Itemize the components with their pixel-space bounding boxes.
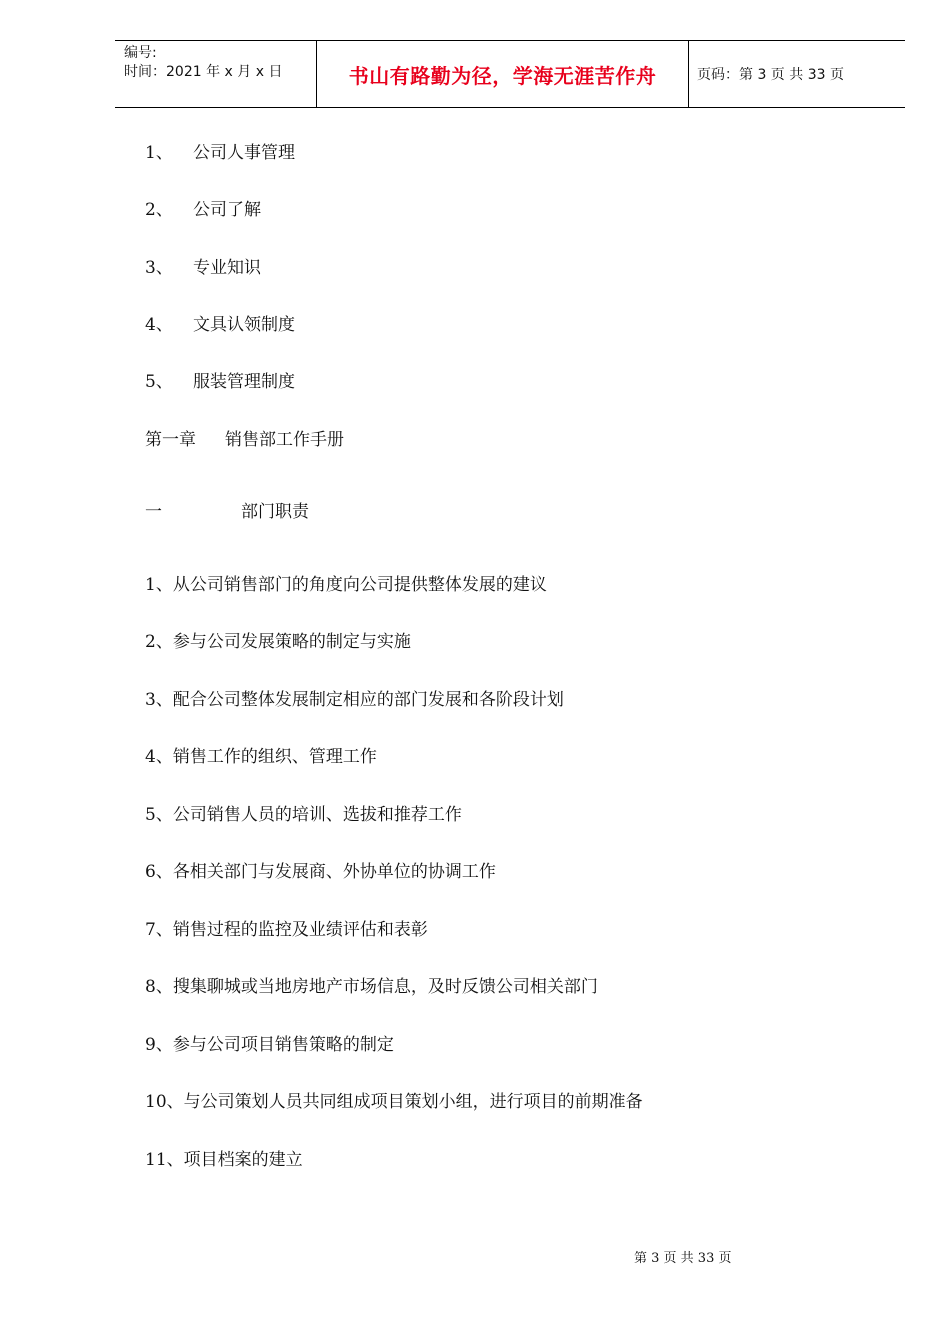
number-label: 编号: — [124, 45, 157, 61]
page-header — [115, 40, 905, 108]
toc-item: 2、 公司了解 — [145, 200, 261, 220]
duty-item: 5、公司销售人员的培训、选拔和推荐工作 — [145, 805, 462, 825]
duty-item: 6、各相关部门与发展商、外协单位的协调工作 — [145, 862, 496, 882]
duty-item: 1、从公司销售部门的角度向公司提供整体发展的建议 — [145, 575, 547, 595]
time-label: 时间：2021 年 x 月 x 日 — [124, 64, 283, 80]
header-motto: 书山有路勤为径，学海无涯苦作舟 — [316, 41, 689, 107]
page-footer: 第 3 页 共 33 页 — [634, 1251, 732, 1266]
duty-item: 10、与公司策划人员共同组成项目策划小组，进行项目的前期准备 — [145, 1092, 643, 1112]
toc-item: 4、 文具认领制度 — [145, 315, 295, 335]
duty-item: 4、销售工作的组织、管理工作 — [145, 747, 377, 767]
chapter-heading: 第一章 销售部工作手册 — [145, 430, 344, 450]
duty-item: 9、参与公司项目销售策略的制定 — [145, 1035, 394, 1055]
header-meta — [115, 41, 316, 107]
duty-item: 3、配合公司整体发展制定相应的部门发展和各阶段计划 — [145, 690, 564, 710]
toc-item: 3、 专业知识 — [145, 258, 261, 278]
duty-item: 11、项目档案的建立 — [145, 1150, 303, 1170]
toc-item: 5、 服装管理制度 — [145, 372, 295, 392]
duty-item: 2、参与公司发展策略的制定与实施 — [145, 632, 411, 652]
duty-item: 7、销售过程的监控及业绩评估和表彰 — [145, 920, 428, 940]
header-page-label: 页码：第 3 页 共 33 页 — [697, 67, 844, 83]
section-heading: 一 部门职责 — [145, 502, 309, 522]
toc-item: 1、 公司人事管理 — [145, 143, 295, 163]
duty-item: 8、搜集聊城或当地房地产市场信息，及时反馈公司相关部门 — [145, 977, 598, 997]
